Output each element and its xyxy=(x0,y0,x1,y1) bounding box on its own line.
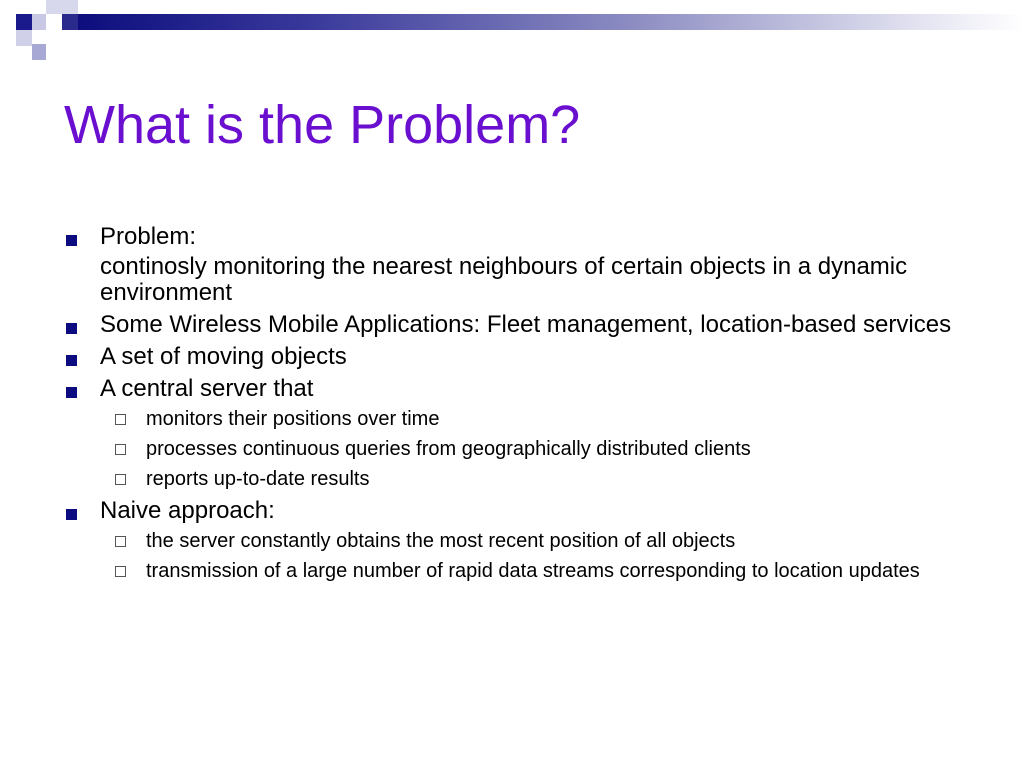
bullet-item xyxy=(60,498,980,524)
bullet-item xyxy=(60,344,980,370)
hollow-square-bullet-icon xyxy=(115,414,126,425)
slide-title: What is the Problem? xyxy=(64,95,581,155)
header-square xyxy=(16,14,32,30)
sub-bullet-text: processes continuous queries from geographically distributed clients xyxy=(146,438,751,460)
header-square xyxy=(62,14,78,30)
header-square xyxy=(62,0,78,14)
bullet-list xyxy=(60,224,980,590)
header-square xyxy=(32,14,46,30)
bullet-text: Naive approach: xyxy=(100,497,275,524)
header-gradient-bar xyxy=(78,14,1024,30)
bullet-text: Some Wireless Mobile Applications: Fleet management, location-based services xyxy=(100,311,952,338)
bullet-text: A set of moving objects xyxy=(100,343,347,370)
header-square xyxy=(32,44,46,60)
header-square xyxy=(16,30,32,46)
square-bullet-icon xyxy=(66,509,77,520)
sub-bullet-text: transmission of a large number of rapid data streams corresponding to location updates xyxy=(146,560,920,582)
sub-bullet-item xyxy=(60,560,980,583)
hollow-square-bullet-icon xyxy=(115,536,126,547)
sub-bullet-text: monitors their positions over time xyxy=(146,408,440,430)
square-bullet-icon xyxy=(66,387,77,398)
square-bullet-icon xyxy=(66,355,77,366)
bullet-text: Problem: xyxy=(100,223,197,250)
sub-bullet-text: the server constantly obtains the most recent position of all objects xyxy=(146,530,736,552)
square-bullet-icon xyxy=(66,323,77,334)
hollow-square-bullet-icon xyxy=(115,474,126,485)
sub-bullet-item xyxy=(60,408,980,431)
bullet-text: A central server that xyxy=(100,375,314,402)
bullet-continuation: continosly monitoring the nearest neighbours of certain objects in a dynamic environment xyxy=(100,253,908,306)
sub-bullet-item xyxy=(60,468,980,491)
hollow-square-bullet-icon xyxy=(115,444,126,455)
hollow-square-bullet-icon xyxy=(115,566,126,577)
sub-bullet-text: reports up-to-date results xyxy=(146,468,370,490)
bullet-item xyxy=(60,376,980,402)
bullet-item xyxy=(60,224,980,250)
header-square xyxy=(46,0,62,14)
sub-bullet-item xyxy=(60,530,980,553)
bullet-item xyxy=(60,312,980,338)
sub-bullet-item xyxy=(60,438,980,461)
square-bullet-icon xyxy=(66,235,77,246)
